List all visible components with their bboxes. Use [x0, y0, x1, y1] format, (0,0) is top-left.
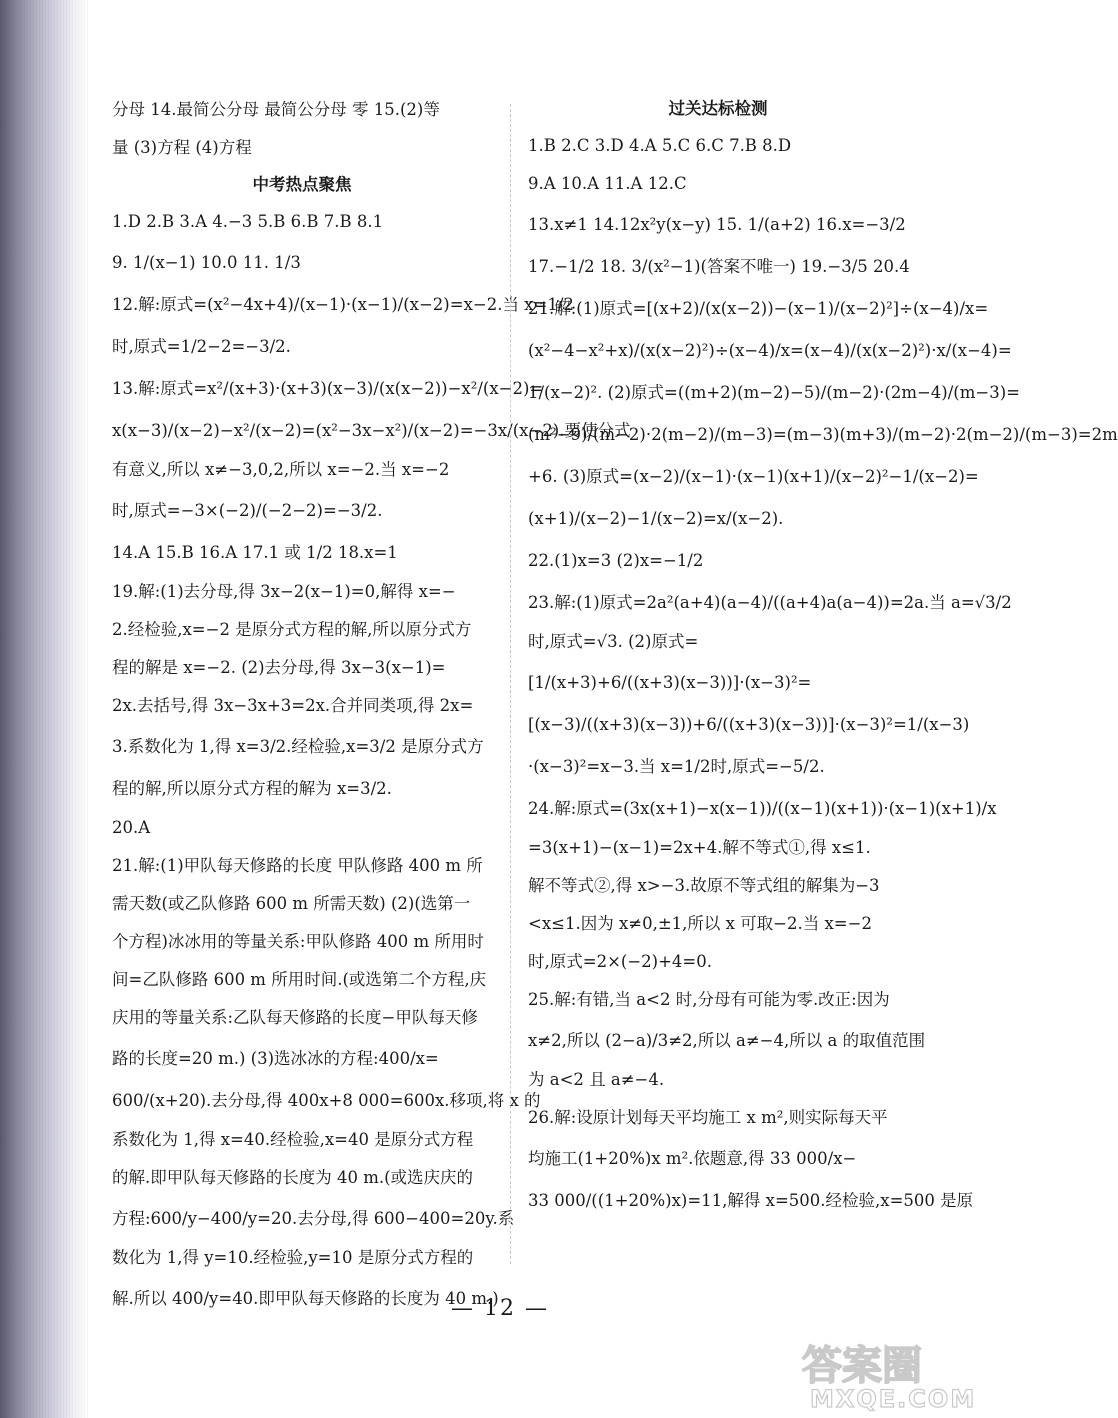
book-spine-shading [0, 0, 88, 1418]
left-intro-line: 量 (3)方程 (4)方程 [112, 138, 252, 157]
right-column [528, 96, 1118, 1226]
answer-line: +6. (3)原式=(x−2)/(x−1)·(x−1)(x+1)/(x−2)²−1/(x−2)= [528, 467, 979, 486]
page-number: — 12 — [451, 1296, 549, 1321]
answer-line: 25.解:有错,当 a<2 时,分母有可能为零.改正:因为 [528, 990, 890, 1009]
answer-line: 14.A 15.B 16.A 17.1 或 1/2 18.x=1 [112, 543, 398, 562]
answer-line: 系数化为 1,得 x=40.经检验,x=40 是原分式方程 [112, 1130, 474, 1149]
answer-line: [(x−3)/((x+3)(x−3))+6/((x+3)(x−3))]·(x−3)²=1/(x−3) [528, 715, 970, 734]
answer-line: 12.解:原式=(x²−4x+4)/(x−1)·(x−1)/(x−2)=x−2.当 x=1/2 [112, 295, 574, 314]
answer-line: 21.解:(1)甲队每天修路的长度 甲队修路 400 m 所 [112, 856, 483, 875]
answer-line: 方程:600/y−400/y=20.去分母,得 600−400=20y.系 [112, 1209, 515, 1228]
answer-line: 为 a<2 且 a≠−4. [528, 1070, 665, 1089]
answer-line: 2.经检验,x=−2 是原分式方程的解,所以原分式方 [112, 620, 472, 639]
answer-line: ·(x−3)²=x−3.当 x=1/2时,原式=−5/2. [528, 757, 825, 776]
answer-line: (m²−9)/(m−2)·2(m−2)/(m−3)=(m−3)(m+3)/(m−2)·2(m−2)/(m−3)=2m [528, 425, 1118, 444]
answer-line: 3.系数化为 1,得 x=3/2.经检验,x=3/2 是原分式方 [112, 737, 484, 756]
answer-line: 9.A 10.A 11.A 12.C [528, 174, 687, 193]
answer-line: 13.解:原式=x²/(x+3)·(x+3)(x−3)/(x(x−2))−x²/(x−2)= [112, 379, 544, 398]
svg-text:MXQE.COM: MXQE.COM [810, 1385, 977, 1413]
column-divider [510, 104, 511, 1264]
svg-text:答案圈: 答案圈 [802, 1343, 922, 1389]
answer-line: 时,原式=2×(−2)+4=0. [528, 952, 712, 971]
answer-line: 时,原式=1/2−2=−3/2. [112, 337, 291, 356]
answer-line: 9. 1/(x−1) 10.0 11. 1/3 [112, 253, 301, 272]
answer-line: =3(x+1)−(x−1)=2x+4.解不等式①,得 x≤1. [528, 838, 871, 857]
answer-line: 13.x≠1 14.12x²y(x−y) 15. 1/(a+2) 16.x=−3/2 [528, 215, 906, 234]
site-watermark-logo [790, 1335, 990, 1413]
answer-line: 600/(x+20).去分母,得 400x+8 000=600x.移项,将 x 的 [112, 1091, 541, 1110]
answer-line: 1/(x−2)². (2)原式=((m+2)(m−2)−5)/(m−2)·(2m−4)/(m−3)= [528, 383, 1020, 402]
answer-line: <x≤1.因为 x≠0,±1,所以 x 可取−2.当 x=−2 [528, 914, 872, 933]
answer-line: 解不等式②,得 x>−3.故原不等式组的解集为−3 [528, 876, 880, 895]
left-intro-line: 分母 14.最简公分母 最简公分母 零 15.(2)等 [112, 100, 440, 119]
answer-line: 2x.去括号,得 3x−3x+3=2x.合并同类项,得 2x= [112, 696, 474, 715]
answer-line: x≠2,所以 (2−a)/3≠2,所以 a≠−4,所以 a 的取值范围 [528, 1031, 926, 1050]
answer-line: 程的解是 x=−2. (2)去分母,得 3x−3(x−1)= [112, 658, 446, 677]
answer-line: 1.D 2.B 3.A 4.−3 5.B 6.B 7.B 8.1 [112, 212, 384, 231]
answer-line: 间=乙队修路 600 m 所用时间.(或选第二个方程,庆 [112, 970, 487, 989]
answer-line: [1/(x+3)+6/((x+3)(x−3))]·(x−3)²= [528, 673, 812, 692]
section-title-zhongkao: 中考热点聚焦 [252, 175, 352, 194]
answer-line: 庆用的等量关系:乙队每天修路的长度−甲队每天修 [112, 1008, 478, 1027]
answer-line: (x+1)/(x−2)−1/(x−2)=x/(x−2). [528, 509, 784, 528]
answer-line: 24.解:原式=(3x(x+1)−x(x−1))/((x−1)(x+1))·(x−1)(x+1)/x [528, 799, 997, 818]
answer-line: 时,原式=−3×(−2)/(−2−2)=−3/2. [112, 501, 383, 520]
answer-line: (x²−4−x²+x)/(x(x−2)²)÷(x−4)/x=(x−4)/(x(x−2)²)·x/(x−4)= [528, 341, 1012, 360]
answer-line: x(x−3)/(x−2)−x²/(x−2)=(x²−3x−x²)/(x−2)=−3x/(x−2).要使分式 [112, 421, 631, 440]
answer-line: 时,原式=√3. (2)原式= [528, 632, 699, 651]
answer-line: 程的解,所以原分式方程的解为 x=3/2. [112, 779, 392, 798]
answer-line: 个方程)冰冰用的等量关系:甲队修路 400 m 所用时 [112, 932, 484, 951]
answer-line: 解.所以 400/y=40.即甲队每天修路的长度为 40 m.) [112, 1289, 499, 1308]
answer-line: 的解.即甲队每天修路的长度为 40 m.(或选庆庆的 [112, 1168, 474, 1187]
answer-line: 20.A [112, 818, 151, 837]
answer-line: 23.解:(1)原式=2a²(a+4)(a−4)/((a+4)a(a−4))=2a.当 a=√3/2 [528, 593, 1012, 612]
answer-line: 19.解:(1)去分母,得 3x−2(x−1)=0,解得 x=− [112, 582, 456, 601]
answer-line: 均施工(1+20%)x m².依题意,得 33 000/x− [528, 1149, 857, 1168]
answer-line: 数化为 1,得 y=10.经检验,y=10 是原分式方程的 [112, 1248, 474, 1267]
answer-line: 有意义,所以 x≠−3,0,2,所以 x=−2.当 x=−2 [112, 460, 450, 479]
answer-line: 21.解:(1)原式=[(x+2)/(x(x−2))−(x−1)/(x−2)²]÷(x−4)/x= [528, 299, 989, 318]
answer-line: 26.解:设原计划每天平均施工 x m²,则实际每天平 [528, 1108, 888, 1127]
answer-line: 路的长度=20 m.) (3)选冰冰的方程:400/x= [112, 1049, 439, 1068]
answer-line: 33 000/((1+20%)x)=11,解得 x=500.经检验,x=500 是原 [528, 1191, 974, 1210]
answer-line: 1.B 2.C 3.D 4.A 5.C 6.C 7.B 8.D [528, 136, 792, 155]
answer-line: 需天数(或乙队修路 600 m 所需天数) (2)(选第一 [112, 894, 471, 913]
answer-line: 17.−1/2 18. 3/(x²−1)(答案不唯一) 19.−3/5 20.4 [528, 257, 910, 276]
section-title-guoguan: 过关达标检测 [668, 99, 768, 118]
answer-line: 22.(1)x=3 (2)x=−1/2 [528, 551, 704, 570]
